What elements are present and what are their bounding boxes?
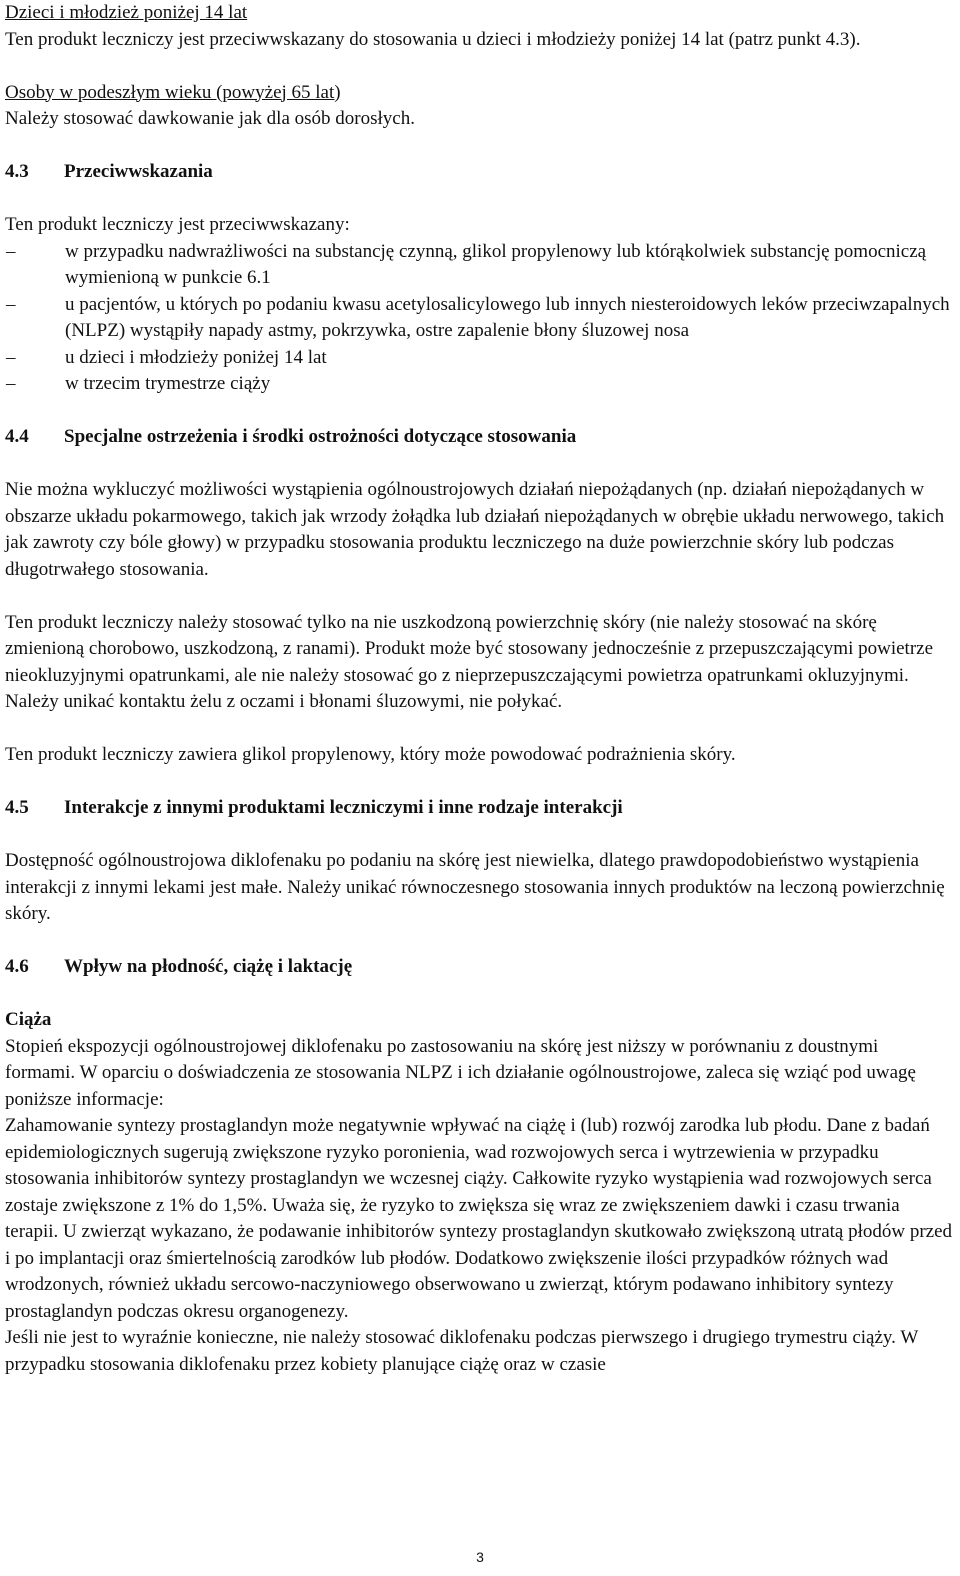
section-4-6-heading bbox=[5, 954, 953, 981]
section-title: Specjalne ostrzeżenia i środki ostrożności dotyczące stosowania bbox=[64, 426, 577, 447]
warnings-paragraph-2: Ten produkt leczniczy należy stosować tylko na nie uszkodzoną powierzchnię skóry (nie należy stosować na skórę zmienioną chorobowo, uszkodzoną, z ranami). Produkt może być stosowany jednocześnie z przepuszczającymi powietrze nieokluzyjnymi opatrunkami, ale nie należy stosować go z nieprzepuszczającymi powietrza opatrunkami okluzyjnymi. bbox=[5, 611, 934, 686]
elderly-text: Należy stosować dawkowanie jak dla osób dorosłych. bbox=[5, 108, 415, 129]
children-heading: Dzieci i młodzież poniżej 14 lat bbox=[5, 2, 248, 23]
section-4-3-heading bbox=[5, 159, 953, 186]
children-text: Ten produkt leczniczy jest przeciwwskazany do stosowania u dzieci i młodzieży poniżej 14 lat (patrz punkt 4.3). bbox=[5, 28, 861, 50]
pregnancy-subheading: Ciąża bbox=[5, 1009, 52, 1030]
section-number: 4.4 bbox=[5, 426, 29, 447]
section-number: 4.3 bbox=[5, 161, 29, 182]
warnings-paragraph-4: Ten produkt leczniczy zawiera glikol propylenowy, który może powodować podrażnienia skóry. bbox=[5, 744, 736, 765]
list-item bbox=[5, 292, 953, 345]
pregnancy-paragraph-3: Jeśli nie jest to wyraźnie konieczne, nie należy stosować diklofenaku podczas pierwszego i drugiego trymestru ciąży. W przypadku stosowania diklofenaku przez kobiety planujące ciążę oraz w czasie bbox=[5, 1327, 918, 1375]
interactions-paragraph: Dostępność ogólnoustrojowa diklofenaku po podaniu na skórę jest niewielka, dlatego prawdopodobieństwo wystąpienia interakcji z innymi lekami jest małe. Należy unikać równoczesnego stosowania innych produktów na leczoną powierzchnię skóry. bbox=[5, 850, 945, 924]
list-item-text: w przypadku nadwrażliwości na substancję czynną, glikol propylenowy lub którąkolwiek substancję pomocniczą wymienioną w punkcie 6.1 bbox=[65, 240, 927, 288]
contraindications-intro: Ten produkt leczniczy jest przeciwwskazany: bbox=[5, 214, 350, 235]
dash-bullet: – bbox=[6, 293, 16, 315]
list-item-text: w trzecim trymestrze ciąży bbox=[65, 373, 271, 394]
dash-bullet: – bbox=[6, 240, 16, 262]
document-page bbox=[5, 0, 953, 1378]
section-4-4-heading bbox=[5, 424, 953, 451]
section-title: Interakcje z innymi produktami leczniczymi i inne rodzaje interakcji bbox=[64, 797, 623, 818]
section-title: Przeciwwskazania bbox=[64, 161, 213, 182]
warnings-paragraph-3: Należy unikać kontaktu żelu z oczami i błonami śluzowymi, nie połykać. bbox=[5, 691, 563, 712]
dash-bullet: – bbox=[6, 373, 16, 394]
list-item-text: u pacjentów, u których po podaniu kwasu acetylosalicylowego lub innych niesteroidowych leków przeciwzapalnych (NLPZ) wystąpiły napady astmy, pokrzywka, ostre zapalenie błony śluzowej nosa bbox=[65, 293, 950, 341]
section-4-5-heading bbox=[5, 795, 953, 822]
pregnancy-paragraph-1: Stopień ekspozycji ogólnoustrojowej diklofenaku po zastosowaniu na skórę jest niższy w porównaniu z doustnymi formami. W oparciu o doświadczenia ze stosowania NLPZ i ich działanie ogólnoustrojowe, zaleca się wziąć pod uwagę poniższe informacje: bbox=[5, 1035, 916, 1110]
section-title: Wpływ na płodność, ciążę i laktację bbox=[64, 956, 353, 977]
list-item bbox=[5, 345, 953, 372]
section-number: 4.5 bbox=[5, 797, 29, 818]
page-number: 3 bbox=[476, 1549, 484, 1565]
list-item bbox=[5, 239, 953, 292]
list-item bbox=[5, 371, 953, 398]
warnings-paragraph-1: Nie można wykluczyć możliwości wystąpienia ogólnoustrojowych działań niepożądanych (np. działań niepożądanych w obszarze układu pokarmowego, takich jak wrzody żołądka lub działań niepożądanych w obrębie układu nerwowego, takich jak zawroty czy bóle głowy) w przypadku stosowania produktu leczniczego na duże powierzchnie skóry lub podczas długotrwałego stosowania. bbox=[5, 479, 945, 580]
elderly-heading: Osoby w podeszłym wieku (powyżej 65 lat) bbox=[5, 81, 341, 103]
dash-bullet: – bbox=[6, 346, 16, 368]
section-number: 4.6 bbox=[5, 956, 29, 977]
list-item-text: u dzieci i młodzieży poniżej 14 lat bbox=[65, 346, 327, 368]
pregnancy-paragraph-2: Zahamowanie syntezy prostaglandyn może negatywnie wpływać na ciążę i (lub) rozwój zarodka lub płodu. Dane z badań epidemiologicznych sugerują zwiększone ryzyko poronienia, wad rozwojowych serca i wytrzewienia w przypadku stosowania inhibitorów syntezy prostaglandyn we wczesnej ciąży. Całkowite ryzyko wystąpienia wad rozwojowych serca zostaje zwiększone z 1% do 1,5%. Uważa się, że ryzyko to zwiększa się wraz ze zwiększeniem dawki i czasu trwania terapii. U zwierząt wykazano, że podawanie inhibitorów syntezy prostaglandyn skutkowało zwiększoną utratą płodów przed i po implantacji oraz śmiertelnością zarodków lub płodów. Dodatkowo zwiększenie ilości przypadków różnych wad wrodzonych, również układu sercowo-naczyniowego obserwowano u zwierząt, którym podawano inhibitory syntezy prostaglandyn podczas okresu organogenezy. bbox=[5, 1115, 953, 1322]
